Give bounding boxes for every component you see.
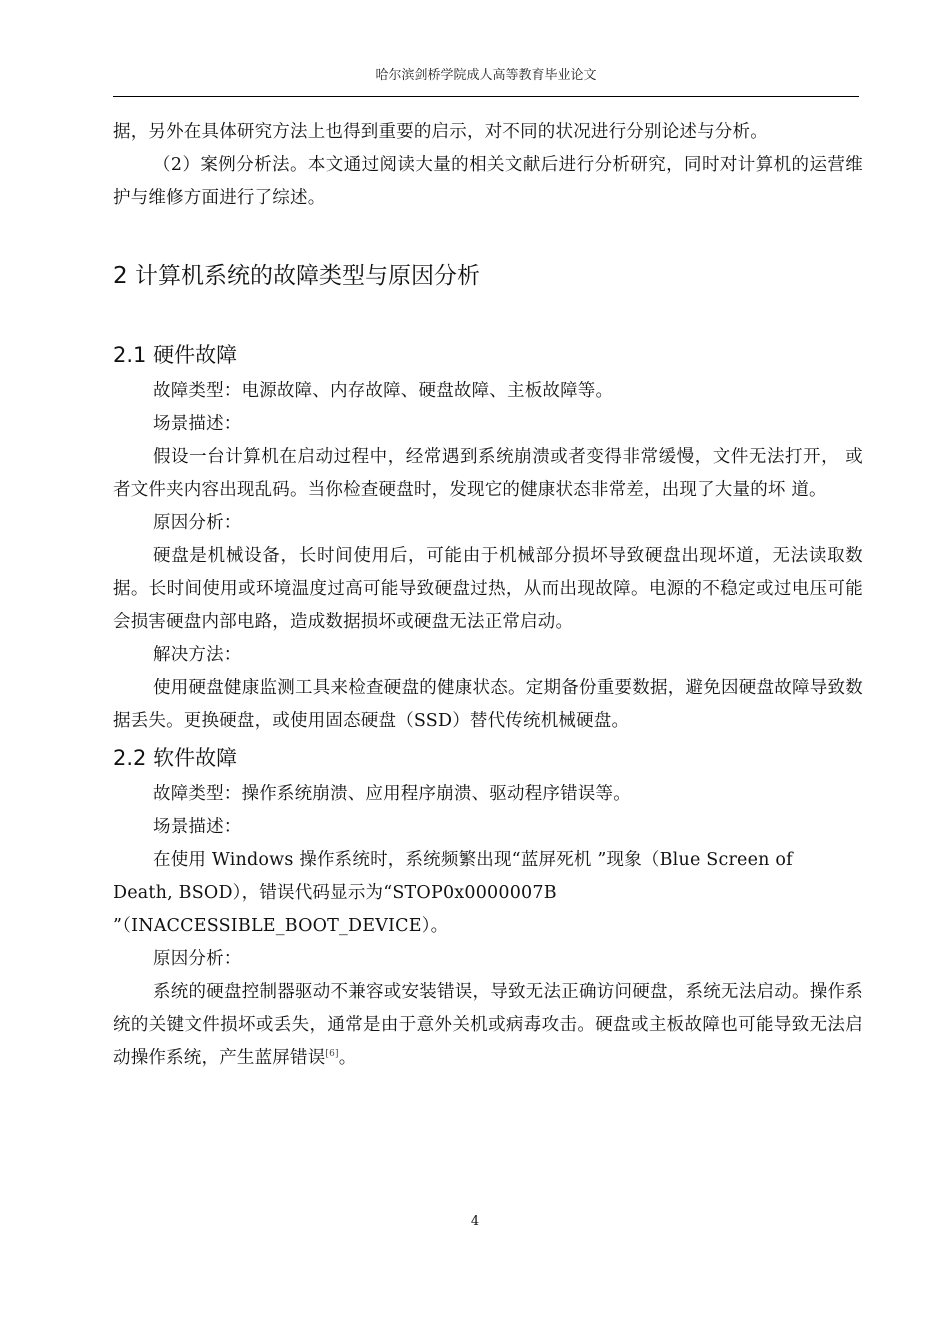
section-heading-2: 2 计算机系统的故障类型与原因分析 — [113, 263, 480, 289]
page-body — [113, 116, 863, 1075]
header-rule — [113, 96, 859, 97]
hw-cause-text: 硬盘是机械设备，长时间使用后，可能由于机械部分损坏导致硬盘出现坏道，无法读取数据。长时间使用或环境温度过高可能导致硬盘过热，从而出现故障。电源的不稳定或过电压可能会损害硬盘内部电路，造成数据损坏或硬盘无法正常启动。 — [113, 546, 863, 632]
hw-solution-label: 解决方法： — [153, 645, 242, 665]
sw-scene-line-2: Death, BSOD），错误代码显示为“STOP0x0000007B — [113, 883, 557, 903]
section-heading-2-1: 2.1 硬件故障 — [113, 343, 238, 367]
hw-solution-text: 使用硬盘健康监测工具来检查硬盘的健康状态。定期备份重要数据，避免因硬盘故障导致数据丢失。更换硬盘，或使用固态硬盘（SSD）替代传统机械硬盘。 — [113, 678, 863, 731]
paragraph-case-analysis: （2）案例分析法。本文通过阅读大量的相关文献后进行分析研究，同时对计算机的运营维护与维修方面进行了综述。 — [113, 155, 863, 208]
citation-link[interactable]: [6] — [325, 1049, 339, 1060]
hw-cause-label: 原因分析： — [153, 513, 242, 533]
section-heading-2-2: 2.2 软件故障 — [113, 746, 238, 770]
sw-scene-line-3: ”（INACCESSIBLE_BOOT_DEVICE）。 — [113, 916, 449, 936]
page-number: 4 — [470, 1214, 480, 1229]
sw-cause-end: 。 — [338, 1048, 357, 1068]
sw-fault-types: 故障类型：操作系统崩溃、应用程序崩溃、驱动程序错误等。 — [153, 784, 631, 804]
sw-cause-label: 原因分析： — [153, 949, 242, 969]
sw-scene-label: 场景描述： — [153, 817, 242, 837]
paragraph-continuation: 据，另外在具体研究方法上也得到重要的启示，对不同的状况进行分别论述与分析。 — [113, 122, 768, 142]
sw-scene-line-1: 在使用 Windows 操作系统时，系统频繁出现“蓝屏死机 ”现象（Blue Screen of — [153, 850, 793, 870]
running-header: 哈尔滨剑桥学院成人高等教育毕业论文 — [375, 68, 597, 83]
hw-fault-types: 故障类型：电源故障、内存故障、硬盘故障、主板故障等。 — [153, 381, 614, 401]
hw-scene-label: 场景描述： — [153, 414, 242, 434]
hw-scene-text: 假设一台计算机在启动过程中，经常遇到系统崩溃或者变得非常缓慢，文件无法打开， 或者文件夹内容出现乱码。当你检查硬盘时，发现它的健康状态非常差，出现了大量的坏 道。 — [113, 447, 863, 500]
sw-cause-paragraph — [113, 976, 863, 1075]
sw-cause-text: 系统的硬盘控制器驱动不兼容或安装错误，导致无法正确访问硬盘，系统无法启动。操作系统的关键文件损坏或丢失，通常是由于意外关机或病毒攻击。硬盘或主板故障也可能导致无法启动操作系统，产生蓝屏错误 — [113, 982, 863, 1068]
